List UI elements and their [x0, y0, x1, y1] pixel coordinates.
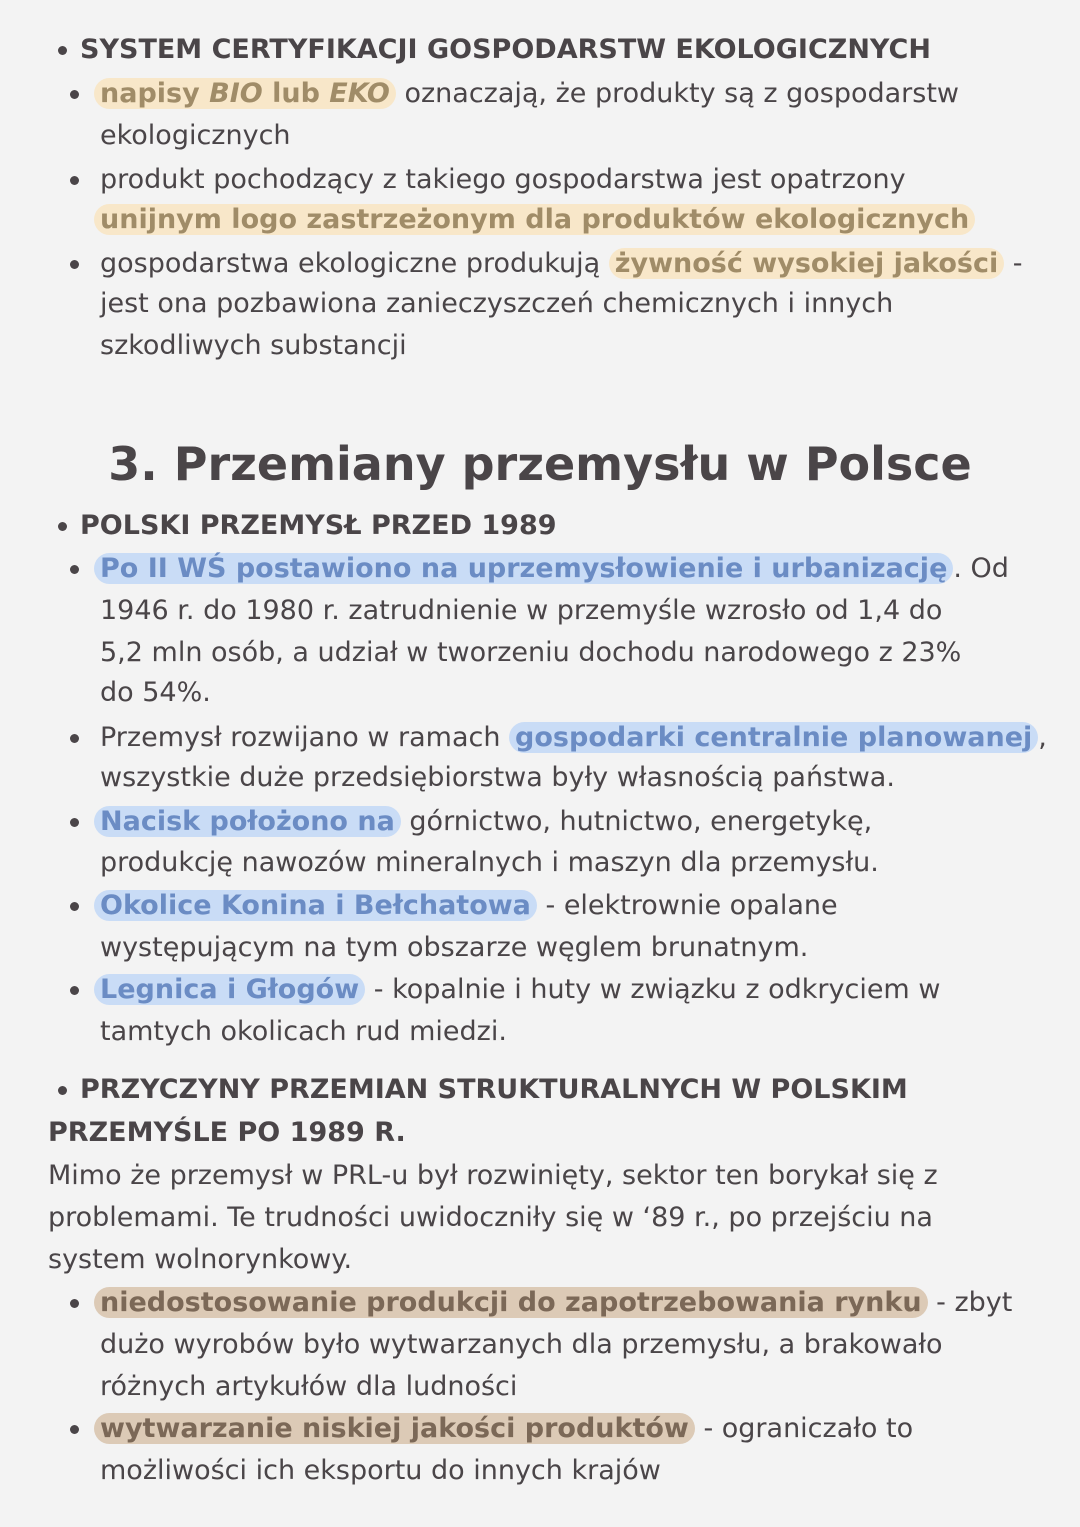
bullet-icon — [58, 522, 67, 531]
section-heading: 3. Przemiany przemysłu w Polsce — [108, 437, 972, 491]
text-segment: system wolnorynkowy. — [48, 1244, 353, 1275]
text-line — [94, 888, 838, 924]
text-segment: - kopalnie i huty w związku z odkryciem w — [365, 974, 941, 1005]
highlighted-text: Okolice Konina i Bełchatowa — [94, 890, 537, 921]
bullet-icon — [58, 1086, 67, 1095]
text-segment: różnych artykułów dla ludności — [100, 1371, 518, 1402]
highlighted-text: napisy — [94, 78, 209, 109]
text-line — [48, 1242, 352, 1278]
text-segment: , — [1038, 722, 1047, 753]
highlighted-text: Nacisk położono na — [94, 806, 401, 837]
text-line — [100, 593, 942, 629]
highlighted-text: żywność wysokiej jakości — [609, 248, 1004, 279]
text-segment: 1946 r. do 1980 r. zatrudnienie w przemyśle wzrosło od 1,4 do — [100, 595, 943, 626]
text-line — [100, 246, 1023, 282]
text-line — [100, 162, 906, 198]
text-segment: - elektrownie opalane — [536, 890, 838, 921]
text-line — [100, 118, 291, 154]
text-segment: do 54%. — [100, 677, 211, 708]
text-segment: górnictwo, hutnictwo, energetykę, — [400, 806, 873, 837]
bullet-icon — [70, 1425, 79, 1434]
text-line — [94, 202, 975, 238]
bullet-icon — [70, 818, 79, 827]
highlighted-text: EKO — [329, 78, 396, 109]
text-line — [100, 845, 879, 881]
text-line — [94, 1285, 1012, 1321]
text-line — [94, 551, 1009, 587]
bullet-icon — [70, 986, 79, 995]
bullet-icon — [58, 46, 67, 55]
highlighted-text: wytwarzanie niskiej jakości produktów — [94, 1413, 695, 1444]
text-line — [48, 1115, 406, 1151]
text-line — [100, 635, 961, 671]
text-segment: występującym na tym obszarze węglem brunatnym. — [100, 932, 809, 963]
text-segment: oznaczają, że produkty są z gospodarstw — [395, 78, 960, 109]
bullet-icon — [70, 90, 79, 99]
highlighted-text: Legnica i Głogów — [94, 974, 365, 1005]
highlighted-text: niedostosowanie produkcji do zapotrzebowania rynku — [94, 1287, 928, 1318]
bullet-icon — [70, 902, 79, 911]
highlighted-text: lub — [262, 78, 330, 109]
bullet-icon — [70, 734, 79, 743]
bullet-icon — [70, 1299, 79, 1308]
text-line — [48, 1200, 933, 1236]
bullet-icon — [70, 565, 79, 574]
text-segment: Mimo że przemysł w PRL-u był rozwinięty, sektor ten borykał się z — [48, 1160, 938, 1191]
text-segment: problemami. Te trudności uwidoczniły się w ‘89 r., po przejściu na — [48, 1202, 933, 1233]
text-line — [80, 1072, 908, 1108]
text-segment: . Od — [953, 553, 1009, 584]
text-segment: możliwości ich eksportu do innych krajów — [100, 1455, 661, 1486]
text-line — [100, 328, 407, 364]
text-segment: dużo wyrobów było wytwarzanych dla przemysłu, a brakowało — [100, 1329, 943, 1360]
text-segment: gospodarstwa ekologiczne produkują — [100, 248, 609, 279]
text-line — [94, 1411, 913, 1447]
text-line — [100, 675, 211, 711]
text-line — [94, 76, 959, 112]
text-line — [80, 32, 931, 68]
text-segment: PRZYCZYNY PRZEMIAN STRUKTURALNYCH W POLSKIM — [80, 1074, 908, 1105]
text-line — [94, 804, 872, 840]
highlighted-text: gospodarki centralnie planowanej — [509, 722, 1038, 753]
text-line — [100, 930, 808, 966]
text-segment: szkodliwych substancji — [100, 330, 407, 361]
text-segment: ekologicznych — [100, 120, 291, 151]
text-segment: 5,2 mln osób, a udział w tworzeniu dochodu narodowego z 23% — [100, 637, 962, 668]
text-line — [100, 1014, 507, 1050]
highlighted-text: unijnym logo zastrzeżonym dla produktów ekologicznych — [94, 204, 975, 235]
text-line — [100, 760, 895, 796]
bullet-icon — [70, 176, 79, 185]
bullet-icon — [70, 260, 79, 269]
text-line — [94, 972, 940, 1008]
text-segment: - — [1004, 248, 1023, 279]
text-line — [100, 1453, 661, 1489]
text-segment: tamtych okolicach rud miedzi. — [100, 1016, 507, 1047]
text-segment: - ograniczało to — [694, 1413, 914, 1444]
text-segment: POLSKI PRZEMYSŁ PRZED 1989 — [80, 510, 557, 541]
text-line — [48, 1158, 938, 1194]
highlighted-text: Po II WŚ postawiono na uprzemysłowienie i urbanizację — [94, 553, 953, 584]
text-line — [100, 286, 893, 322]
text-segment: jest ona pozbawiona zanieczyszczeń chemicznych i innych — [100, 288, 894, 319]
text-segment: produkcję nawozów mineralnych i maszyn dla przemysłu. — [100, 847, 879, 878]
text-segment: Przemysł rozwijano w ramach — [100, 722, 510, 753]
text-segment: SYSTEM CERTYFIKACJI GOSPODARSTW EKOLOGICZNYCH — [80, 34, 931, 65]
text-segment: PRZEMYŚLE PO 1989 R. — [48, 1117, 406, 1148]
text-line — [100, 720, 1047, 756]
text-segment: - zbyt — [927, 1287, 1013, 1318]
text-line — [100, 1327, 943, 1363]
highlighted-text: BIO — [209, 78, 263, 109]
text-line — [80, 508, 557, 544]
text-segment: wszystkie duże przedsiębiorstwa były własnością państwa. — [100, 762, 895, 793]
text-line — [100, 1369, 517, 1405]
text-segment: produkt pochodzący z takiego gospodarstwa jest opatrzony — [100, 164, 906, 195]
